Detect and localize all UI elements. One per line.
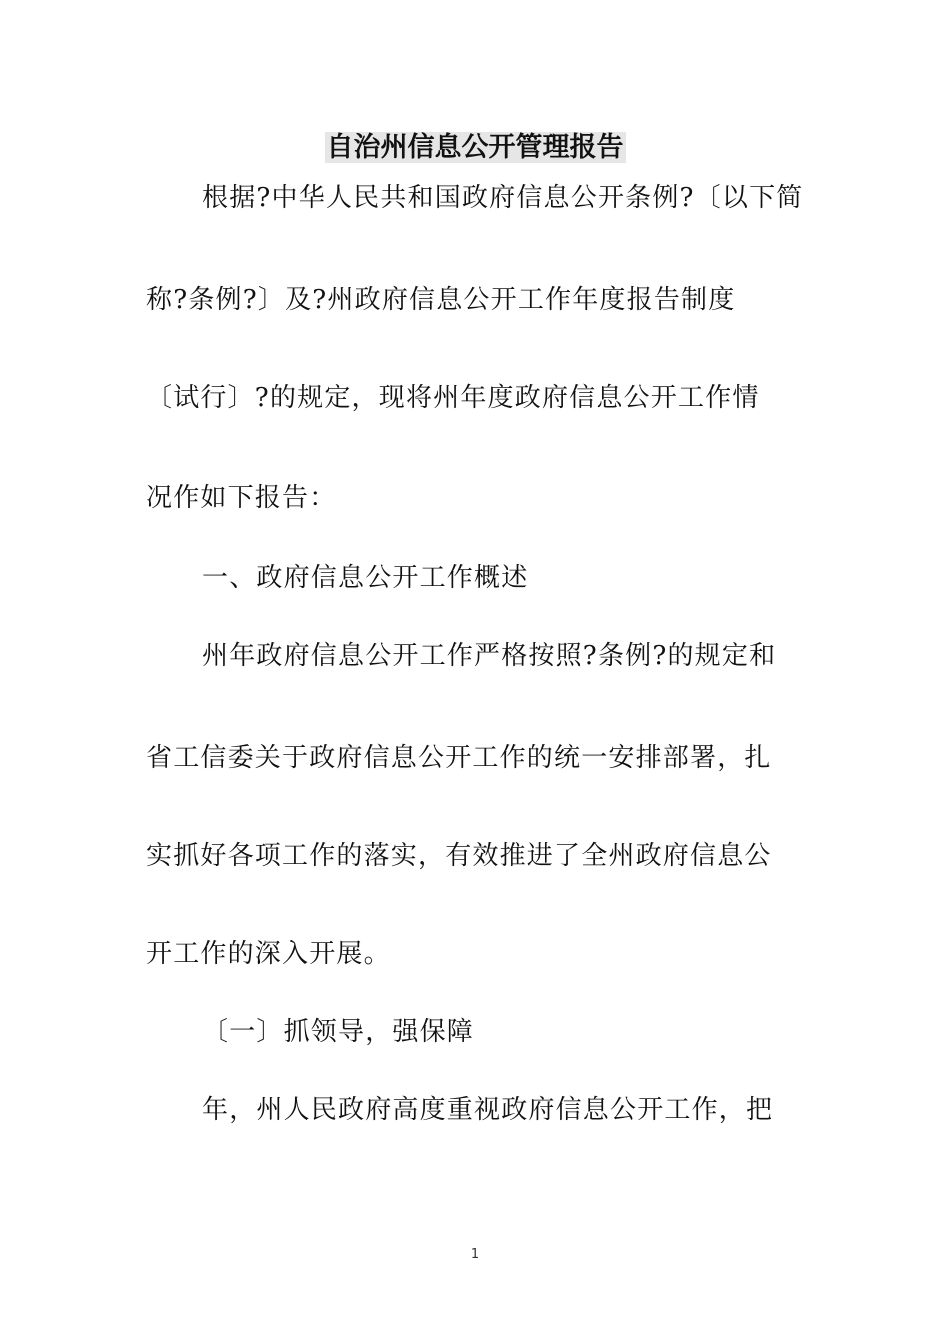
paragraph-1-line-2: 称?条例?〕及?州政府信息公开工作年度报告制度	[146, 285, 736, 315]
page-number: 1	[470, 1247, 480, 1262]
subsection-heading-1: 〔一〕抓领导，强保障	[202, 1017, 475, 1047]
paragraph-2-line-3: 实抓好各项工作的落实，有效推进了全州政府信息公	[146, 841, 772, 871]
paragraph-1-line-3: 〔试行〕?的规定，现将州年度政府信息公开工作情	[146, 383, 760, 413]
paragraph-2-line-4: 开工作的深入开展。	[146, 939, 391, 969]
paragraph-2-line-1: 州年政府信息公开工作严格按照?条例?的规定和	[202, 641, 777, 671]
section-heading-1: 一、政府信息公开工作概述	[202, 563, 529, 593]
document-title: 自治州信息公开管理报告	[326, 132, 624, 163]
paragraph-1-line-1: 根据?中华人民共和国政府信息公开条例?〔以下简	[202, 183, 804, 213]
paragraph-2-line-2: 省工信委关于政府信息公开工作的统一安排部署，扎	[146, 743, 772, 773]
paragraph-3-line-1: 年，州人民政府高度重视政府信息公开工作，把	[202, 1095, 774, 1125]
paragraph-1-line-4: 况作如下报告：	[146, 483, 337, 513]
